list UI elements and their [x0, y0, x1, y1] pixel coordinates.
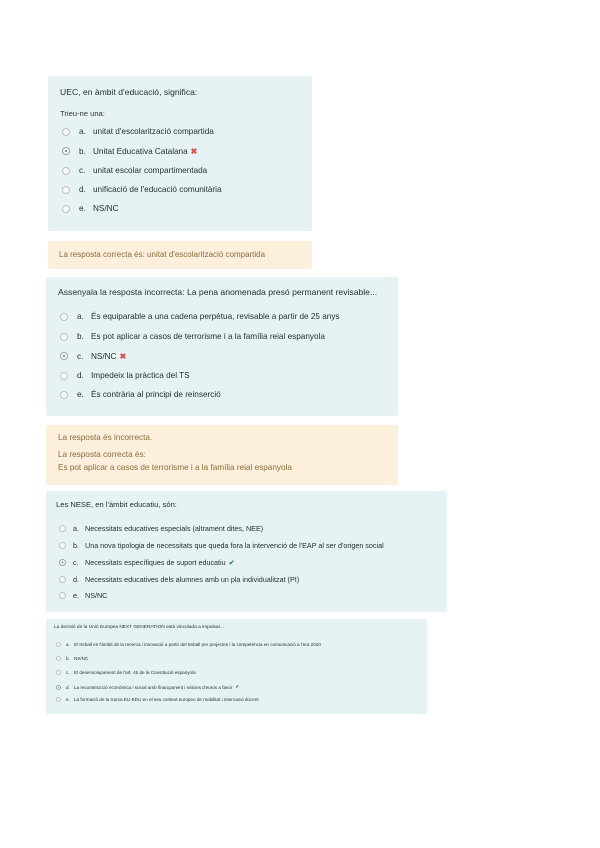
question-text: La decisió de la Unió Europea NEXT GENERATION està vinculada a impulsar...: [54, 625, 224, 630]
option-label: unitat escolar compartimentada: [93, 166, 208, 175]
instruction-text: Trieu-ne una:: [60, 109, 105, 118]
answer-option-a[interactable]: a. unitat d'escolarització compartida: [62, 127, 214, 136]
radio-button[interactable]: [62, 186, 70, 194]
question-text: Assenyala la resposta incorrecta: La pena anomenada presó permanent revisable...: [58, 287, 378, 297]
answer-option-b[interactable]: b. Unitat Educativa Catalana ✖: [62, 146, 198, 156]
option-label: Unitat Educativa Catalana: [93, 146, 188, 156]
answer-option-a[interactable]: a. És equiparable a una cadena perpètua, revisable a partir de 25 anys: [60, 312, 340, 321]
question-card-4: [46, 619, 427, 714]
option-label: NS/NC: [85, 591, 108, 600]
radio-button-selected[interactable]: [59, 559, 66, 566]
correct-check-icon: ✔: [228, 558, 235, 567]
option-label: NS/NC: [74, 656, 89, 661]
feedback-box-1: [48, 241, 312, 269]
radio-button-selected[interactable]: [62, 147, 70, 155]
radio-button[interactable]: [56, 642, 61, 647]
answer-option-e[interactable]: e. NS/NC: [62, 204, 118, 213]
radio-button[interactable]: [59, 525, 66, 532]
question-card-3: [46, 491, 447, 612]
correct-answer-text: La resposta correcta és: unitat d'escolarització compartida: [59, 250, 266, 259]
option-label: Impedeix la pràctica del TS: [91, 371, 190, 380]
answer-option-d[interactable]: d. Impedeix la pràctica del TS: [60, 371, 190, 380]
option-label: La reconstrucció econòmica i social amb finançament i milions d'euros a favor: [74, 684, 233, 690]
radio-button[interactable]: [60, 313, 68, 321]
option-label: La formació de la Xarxa EU-EDU en el seu context europeu de mobilitat i intercanvi docent: [74, 697, 259, 702]
incorrect-icon: ✖: [190, 147, 198, 156]
radio-button-selected[interactable]: [60, 352, 68, 360]
incorrect-message: La resposta és incorrecta.: [58, 433, 153, 442]
option-label: Necessitats específiques de suport educatiu: [85, 558, 226, 567]
feedback-box-2: [46, 425, 398, 485]
option-label: unificació de l'educació comunitària: [93, 185, 222, 194]
question-card-1: [48, 76, 312, 231]
radio-button[interactable]: [62, 205, 70, 213]
correct-check-icon: ✔: [235, 684, 240, 689]
option-label: El treball en l'àmbit de la recerca i innovació a partir del treball per projectes i la competència en comunicació a l'era 2020: [74, 642, 321, 647]
option-label: És equiparable a una cadena perpètua, revisable a partir de 25 anys: [91, 312, 340, 321]
answer-option-d[interactable]: d. unificació de l'educació comunitària: [62, 185, 222, 194]
option-label: NS/NC: [91, 351, 117, 361]
answer-option-b[interactable]: b. Una nova tipologia de necessitats que queda fora la intervenció de l'EAP al ser d'origen social: [59, 541, 384, 550]
radio-button[interactable]: [60, 333, 68, 341]
option-label: Una nova tipologia de necessitats que queda fora la intervenció de l'EAP al ser d'origen social: [85, 541, 384, 550]
answer-option-a[interactable]: a. El treball en l'àmbit de la recerca i innovació a partir del treball per projectes i la competència en comunicació a l'era 2020: [56, 642, 321, 647]
option-label: El desenvolupament de l'art. 45 de la Constitució espanyola: [74, 670, 196, 675]
radio-button[interactable]: [59, 576, 66, 583]
radio-button[interactable]: [59, 542, 66, 549]
answer-option-b[interactable]: b. NS/NC: [56, 656, 88, 661]
radio-button[interactable]: [56, 656, 61, 661]
answer-option-c[interactable]: c. Necessitats específiques de suport educatiu ✔: [59, 558, 235, 567]
radio-button[interactable]: [62, 128, 70, 136]
option-label: Necessitats educatives especials (altrament dites, NEE): [85, 524, 264, 533]
radio-button[interactable]: [56, 697, 61, 702]
radio-button[interactable]: [60, 391, 68, 399]
option-label: Es pot aplicar a casos de terrorisme i a la família reial espanyola: [91, 332, 325, 341]
answer-option-e[interactable]: e. NS/NC: [59, 591, 107, 600]
correct-answer-heading: La resposta correcta és:: [58, 450, 146, 459]
answer-option-c[interactable]: c. NS/NC ✖: [60, 351, 126, 361]
question-text: UEC, en àmbit d'educació, significa:: [60, 87, 198, 97]
answer-option-d[interactable]: d. Necessitats educatives dels alumnes amb un pla individualitzat (PI): [59, 575, 299, 584]
correct-answer-text: Es pot aplicar a casos de terrorisme i a la família reial espanyola: [58, 463, 292, 472]
answer-option-e[interactable]: e. La formació de la Xarxa EU-EDU en el seu context europeu de mobilitat i intercanvi docent: [56, 697, 259, 702]
radio-button-selected[interactable]: [56, 685, 61, 690]
answer-option-c[interactable]: c. El desenvolupament de l'art. 45 de la Constitució espanyola: [56, 670, 196, 675]
answer-option-c[interactable]: c. unitat escolar compartimentada: [62, 166, 207, 175]
radio-button[interactable]: [62, 167, 70, 175]
incorrect-icon: ✖: [119, 352, 127, 361]
question-text: Les NESE, en l'àmbit educatiu, són:: [56, 500, 177, 509]
option-label: unitat d'escolarització compartida: [93, 127, 214, 136]
question-card-2: [46, 277, 398, 416]
answer-option-e[interactable]: e. És contrària al principi de reinserció: [60, 390, 221, 399]
answer-option-b[interactable]: b. Es pot aplicar a casos de terrorisme i a la família reial espanyola: [60, 332, 325, 341]
option-label: És contrària al principi de reinserció: [91, 390, 221, 399]
radio-button[interactable]: [59, 592, 66, 599]
answer-option-d[interactable]: d. La reconstrucció econòmica i social amb finançament i milions d'euros a favor ✔: [56, 684, 239, 690]
radio-button[interactable]: [60, 372, 68, 380]
answer-option-a[interactable]: a. Necessitats educatives especials (altrament dites, NEE): [59, 524, 263, 533]
radio-button[interactable]: [56, 670, 61, 675]
option-label: NS/NC: [93, 204, 119, 213]
option-label: Necessitats educatives dels alumnes amb un pla individualitzat (PI): [85, 575, 300, 584]
